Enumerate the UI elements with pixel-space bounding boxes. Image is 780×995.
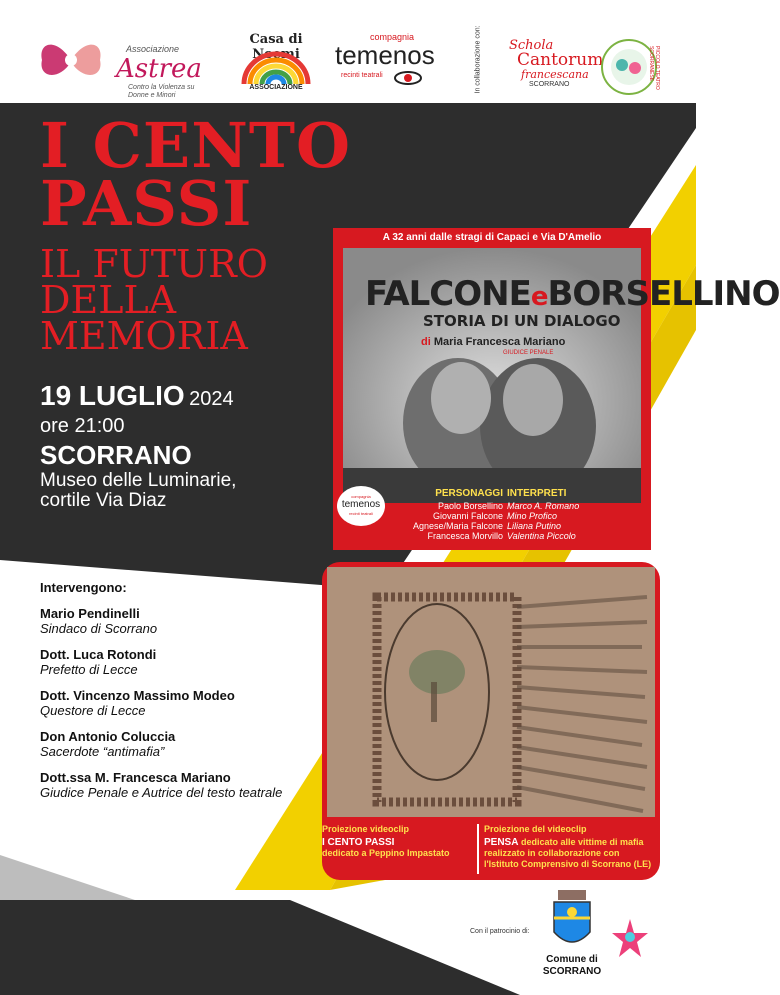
subtitle-line-3: MEMORIA (40, 314, 248, 358)
event-date-row (40, 380, 234, 412)
projection-left-2: I CENTO PASSI (322, 837, 395, 848)
speaker-item (40, 606, 310, 636)
projection-left-1: Proiezione videoclip (322, 824, 410, 834)
event-venue-2: cortile Via Diaz (40, 490, 167, 511)
projection-left-3: dedicato a Peppino Impastato (322, 848, 450, 858)
projection-left (322, 824, 472, 859)
title-line-1: I CENTO (40, 109, 352, 182)
event-year: 2024 (189, 388, 234, 410)
poster-image (343, 248, 780, 503)
cast-head-right: INTERPRETI (507, 488, 567, 499)
event-date: 19 LUGLIO (40, 380, 185, 411)
projection-card (322, 562, 660, 880)
schola-2: Cantorum (517, 50, 604, 70)
poster-subtitle: STORIA DI UN DIALOGO (423, 312, 621, 330)
speaker-name: Don Antonio Coluccia (40, 729, 176, 744)
projection-right-2a: PENSA (484, 837, 519, 848)
projection-right (484, 824, 656, 870)
poster-author-row (421, 336, 565, 348)
speaker-name: Dott. Vincenzo Massimo Modeo (40, 688, 235, 703)
speaker-item (40, 647, 310, 677)
title-line-2: PASSI (40, 167, 253, 240)
poster-author-sub: GIUDICE PENALE (503, 350, 554, 356)
schola-logo (495, 38, 604, 93)
temenos-badge-sup: compagnia (351, 494, 371, 499)
subtitle-line-2: DELLA (40, 278, 177, 322)
cast-header (393, 488, 643, 499)
projection-right-2b: dedicato alle vittime di mafia (518, 837, 644, 847)
cast-actor: Mino Profico (507, 511, 558, 521)
speakers-label: Intervengono: (40, 580, 127, 595)
schola-4: SCORRANO (529, 81, 570, 88)
astrea-tagline: Contro la Violenza su Donne e Minori (128, 84, 195, 99)
butterfly-icon (36, 32, 106, 87)
cast-row (393, 531, 643, 541)
collab-label-wrap (472, 25, 484, 96)
temenos-sup: compagnia (370, 32, 415, 42)
speaker-name: Dott.ssa M. Francesca Mariano (40, 770, 231, 785)
comune-label-2: SCORRANO (542, 966, 602, 977)
speaker-name: Mario Pendinelli (40, 606, 140, 621)
cast-row (393, 501, 643, 511)
speaker-role: Questore di Lecce (40, 703, 146, 718)
cast-row (393, 521, 643, 531)
cast-actor: Marco A. Romano (507, 501, 580, 511)
schola-3: francescana (521, 68, 589, 81)
projection-divider (477, 824, 479, 874)
event-time: ore 21:00 (40, 415, 125, 437)
cast-role: Francesca Morvillo (427, 531, 503, 541)
projection-right-4: l'Istituto Comprensivo di Scorrano (LE) (484, 859, 652, 869)
speaker-item (40, 688, 310, 718)
astrea-logo (36, 30, 211, 99)
speakers-list (40, 580, 310, 800)
star-figure-icon (610, 915, 650, 965)
poster-author-di: di (421, 336, 431, 348)
temenos-badge-sub: recinti teatrali (349, 511, 373, 516)
speaker-role: Sindaco di Scorrano (40, 621, 158, 636)
cast-head-left: PERSONAGGI (435, 488, 503, 499)
aerial-photo (327, 567, 655, 817)
speaker-role: Giudice Penale e Autrice del testo teatrale (40, 785, 283, 800)
event-venue-1: Museo delle Luminarie, (40, 470, 237, 491)
speaker-item (40, 729, 310, 759)
speaker-name: Dott. Luca Rotondi (40, 647, 157, 662)
temenos-badge-name: temenos (341, 499, 381, 510)
temenos-sub: recinti teatrali (341, 72, 383, 79)
projection-right-3: realizzato in collaborazione con (484, 848, 620, 858)
temenos-name: temenos (335, 40, 435, 70)
cast-actor: Valentina Piccolo (507, 531, 576, 541)
poster-title-e: e (530, 282, 548, 312)
speaker-item (40, 770, 310, 800)
casa-noemi-title: Casa di Noemi (249, 32, 303, 62)
theatre-poster (333, 228, 780, 550)
projection-right-1: Proiezione del videoclip (484, 824, 587, 834)
cast-role: Giovanni Falcone (432, 511, 503, 521)
cast-role: Paolo Borsellino (437, 501, 503, 511)
aerial-photo-icon (327, 567, 655, 817)
speaker-role: Prefetto di Lecce (40, 662, 138, 677)
cast-row (393, 511, 643, 521)
cast-list (393, 488, 643, 541)
partner-logo (610, 915, 650, 965)
subtitle-line-1: IL FUTURO (40, 242, 268, 286)
eye-icon (393, 70, 423, 86)
poster-title-falcone: FALCONE (365, 274, 531, 314)
casa-noemi-logo (230, 32, 322, 94)
schola-1: Schola (509, 38, 554, 53)
comune-label-1: Comune di (546, 954, 598, 965)
astrea-prefix: Associazione (126, 44, 180, 54)
projection-right-2 (484, 837, 656, 848)
poster-title-borsellino: BORSELLINO (547, 274, 780, 314)
rainbow-icon (240, 50, 312, 86)
poster-author: Maria Francesca Mariano (433, 336, 566, 348)
event-city: SCORRANO (40, 440, 192, 470)
casa-noemi-sub: ASSOCIAZIONE (249, 84, 303, 91)
astrea-name: Astrea (116, 54, 202, 84)
temenos-logo (335, 32, 435, 92)
piccolo-teatro-text: PICCOLO TEATRO SCORRANESE (648, 46, 660, 90)
poster-main-title (365, 274, 780, 314)
cast-role: Agnese/Maria Falcone (412, 521, 503, 531)
cast-actor: Liliana Putino (507, 521, 562, 531)
collab-label: In collaborazione con: (474, 25, 482, 94)
poster-top-line: A 32 anni dalle stragi di Capaci e Via D'Amelio (382, 232, 602, 243)
piccolo-teatro-logo (600, 38, 658, 96)
coat-of-arms-icon (540, 888, 604, 958)
comune-logo (540, 888, 604, 988)
patrocinio-label: Con il patrocinio di: (470, 928, 530, 935)
temenos-badge (337, 486, 385, 526)
speaker-role: Sacerdote “antimafia” (40, 744, 165, 759)
